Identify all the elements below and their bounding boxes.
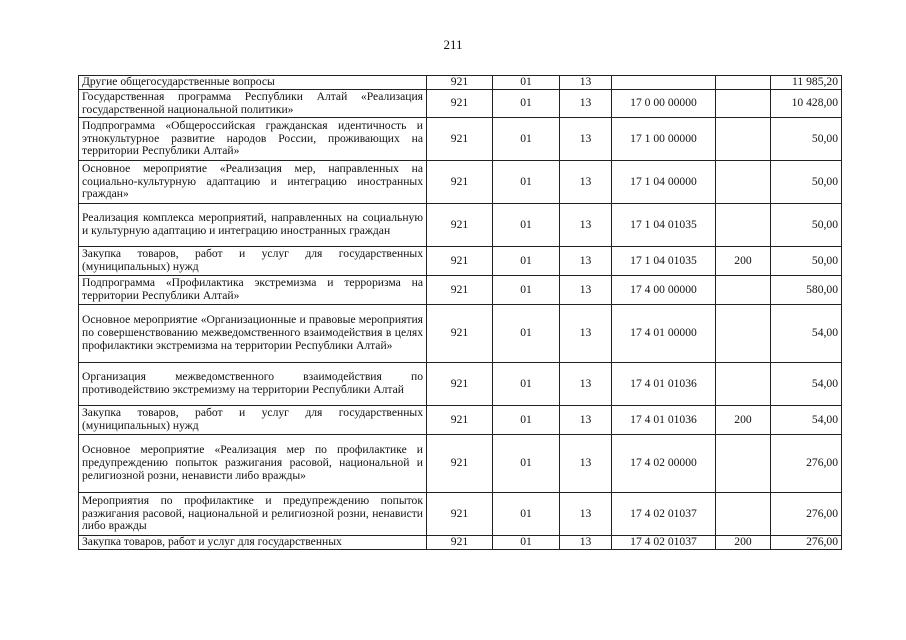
table-row	[79, 276, 842, 305]
subsection-cell: 13	[560, 363, 612, 406]
expense-type-cell	[716, 493, 771, 536]
amount-cell: 276,00	[771, 536, 842, 550]
expense-name-cell: Подпрограмма «Общероссийская гражданская идентичность и этнокультурное развитие народов России, проживающих на территории Республики Алтай»	[79, 118, 427, 161]
subsection-cell: 13	[560, 435, 612, 493]
expense-type-cell	[716, 276, 771, 305]
section-cell: 01	[493, 276, 560, 305]
expense-name-cell: Основное мероприятие «Реализация мер по профилактике и предупреждению попыток разжигания расовой, национальной и религиозной розни, ненависти либо вражды»	[79, 435, 427, 493]
amount-cell: 50,00	[771, 247, 842, 276]
amount-cell: 50,00	[771, 118, 842, 161]
amount-cell: 50,00	[771, 204, 842, 247]
section-cell: 01	[493, 363, 560, 406]
grbs-cell: 921	[427, 493, 493, 536]
target-article-cell: 17 1 04 00000	[612, 161, 716, 204]
section-cell: 01	[493, 204, 560, 247]
budget-table	[78, 75, 842, 550]
expense-type-cell	[716, 90, 771, 118]
expense-name-cell: Реализация комплекса мероприятий, направленных на социальную и культурную адаптацию и интеграцию иностранных граждан	[79, 204, 427, 247]
amount-cell: 54,00	[771, 305, 842, 363]
expense-name-cell: Основное мероприятие «Реализация мер, направленных на социально-культурную адаптацию и интеграцию иностранных граждан»	[79, 161, 427, 204]
target-article-cell: 17 4 02 01037	[612, 536, 716, 550]
section-cell: 01	[493, 493, 560, 536]
grbs-cell: 921	[427, 76, 493, 90]
expense-name-cell: Другие общегосударственные вопросы	[79, 76, 427, 90]
amount-cell: 580,00	[771, 276, 842, 305]
target-article-cell	[612, 76, 716, 90]
expense-type-cell: 200	[716, 247, 771, 276]
subsection-cell: 13	[560, 161, 612, 204]
expense-type-cell: 200	[716, 536, 771, 550]
subsection-cell: 13	[560, 276, 612, 305]
expense-type-cell	[716, 305, 771, 363]
table-row	[79, 204, 842, 247]
section-cell: 01	[493, 76, 560, 90]
grbs-cell: 921	[427, 161, 493, 204]
section-cell: 01	[493, 406, 560, 435]
section-cell: 01	[493, 118, 560, 161]
expense-type-cell	[716, 118, 771, 161]
expense-name-cell: Подпрограмма «Профилактика экстремизма и терроризма на территории Республики Алтай»	[79, 276, 427, 305]
target-article-cell: 17 4 00 00000	[612, 276, 716, 305]
section-cell: 01	[493, 305, 560, 363]
table-row	[79, 305, 842, 363]
section-cell: 01	[493, 247, 560, 276]
amount-cell: 276,00	[771, 435, 842, 493]
target-article-cell: 17 4 01 01036	[612, 406, 716, 435]
expense-name-cell: Организация межведомственного взаимодействия по противодействию экстремизму на территории Республики Алтай	[79, 363, 427, 406]
grbs-cell: 921	[427, 276, 493, 305]
grbs-cell: 921	[427, 435, 493, 493]
target-article-cell: 17 4 01 01036	[612, 363, 716, 406]
table-row	[79, 406, 842, 435]
subsection-cell: 13	[560, 406, 612, 435]
expense-type-cell	[716, 435, 771, 493]
section-cell: 01	[493, 536, 560, 550]
amount-cell: 54,00	[771, 363, 842, 406]
grbs-cell: 921	[427, 406, 493, 435]
amount-cell: 276,00	[771, 493, 842, 536]
expense-name-cell: Государственная программа Республики Алтай «Реализация государственной национальной политики»	[79, 90, 427, 118]
expense-name-cell: Основное мероприятие «Организационные и правовые мероприятия по совершенствованию межведомственного взаимодействия в целях профилактики экстремизма на территории Республики Алтай»	[79, 305, 427, 363]
page-number: 211	[443, 37, 463, 52]
subsection-cell: 13	[560, 247, 612, 276]
grbs-cell: 921	[427, 247, 493, 276]
expense-name-cell: Закупка товаров, работ и услуг для государственных	[79, 536, 427, 550]
amount-cell: 50,00	[771, 161, 842, 204]
section-cell: 01	[493, 90, 560, 118]
table-row	[79, 161, 842, 204]
expense-name-cell: Закупка товаров, работ и услуг для государственных (муниципальных) нужд	[79, 247, 427, 276]
expense-type-cell	[716, 363, 771, 406]
table-row	[79, 363, 842, 406]
table-row	[79, 493, 842, 536]
expense-type-cell	[716, 76, 771, 90]
table-row	[79, 435, 842, 493]
expense-name-cell: Закупка товаров, работ и услуг для государственных (муниципальных) нужд	[79, 406, 427, 435]
table-row	[79, 536, 842, 550]
amount-cell: 10 428,00	[771, 90, 842, 118]
table-row	[79, 247, 842, 276]
subsection-cell: 13	[560, 305, 612, 363]
table-row	[79, 90, 842, 118]
expense-type-cell: 200	[716, 406, 771, 435]
target-article-cell: 17 1 04 01035	[612, 247, 716, 276]
grbs-cell: 921	[427, 90, 493, 118]
table-row	[79, 118, 842, 161]
subsection-cell: 13	[560, 118, 612, 161]
grbs-cell: 921	[427, 118, 493, 161]
section-cell: 01	[493, 161, 560, 204]
target-article-cell: 17 4 02 00000	[612, 435, 716, 493]
expense-name-cell: Мероприятия по профилактике и предупреждению попыток разжигания расовой, национальной и религиозной розни, ненависти либо вражды	[79, 493, 427, 536]
expense-type-cell	[716, 204, 771, 247]
budget-table-body	[79, 76, 842, 550]
subsection-cell: 13	[560, 90, 612, 118]
subsection-cell: 13	[560, 536, 612, 550]
grbs-cell: 921	[427, 204, 493, 247]
target-article-cell: 17 0 00 00000	[612, 90, 716, 118]
grbs-cell: 921	[427, 305, 493, 363]
grbs-cell: 921	[427, 363, 493, 406]
amount-cell: 54,00	[771, 406, 842, 435]
subsection-cell: 13	[560, 76, 612, 90]
table-row	[79, 76, 842, 90]
target-article-cell: 17 1 04 01035	[612, 204, 716, 247]
target-article-cell: 17 4 01 00000	[612, 305, 716, 363]
section-cell: 01	[493, 435, 560, 493]
amount-cell: 11 985,20	[771, 76, 842, 90]
target-article-cell: 17 1 00 00000	[612, 118, 716, 161]
subsection-cell: 13	[560, 493, 612, 536]
expense-type-cell	[716, 161, 771, 204]
subsection-cell: 13	[560, 204, 612, 247]
target-article-cell: 17 4 02 01037	[612, 493, 716, 536]
grbs-cell: 921	[427, 536, 493, 550]
